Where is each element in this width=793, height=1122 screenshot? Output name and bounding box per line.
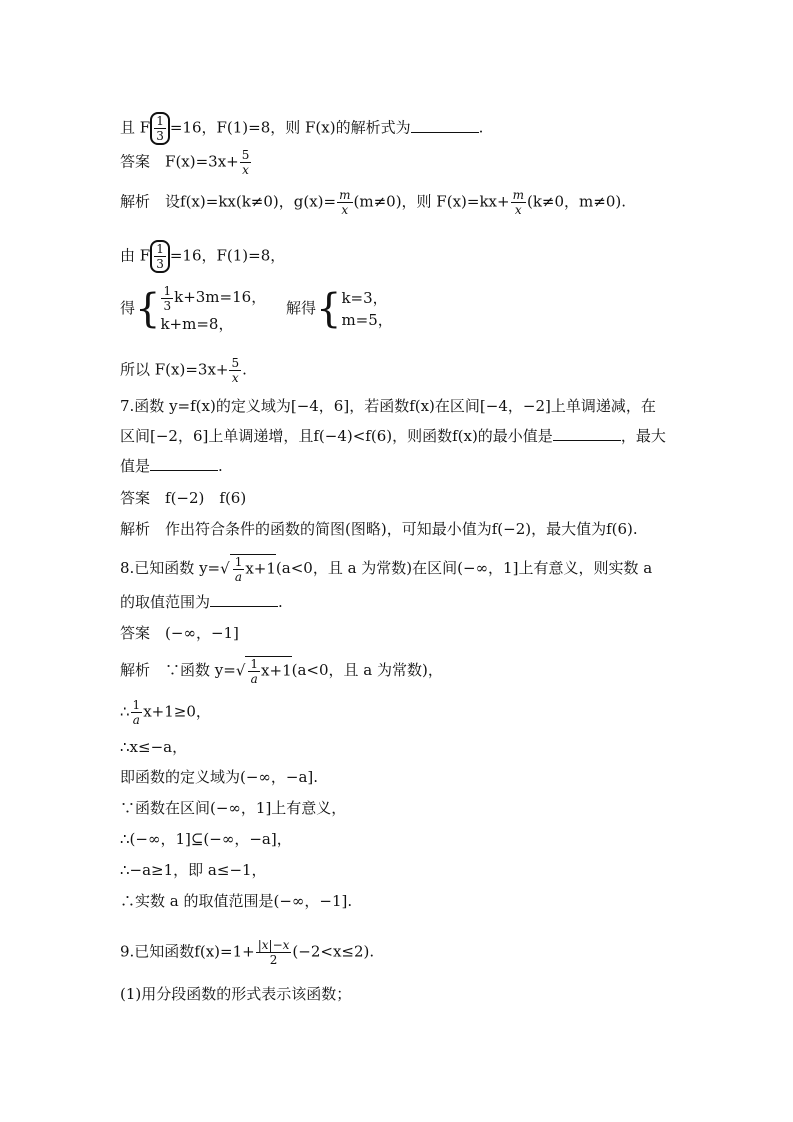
question-9-part1: (1)用分段函数的形式表示该函数； (120, 985, 352, 1003)
solution-6-step: 由 F $\frac{1}{3}$ =16，F(1)=8， (120, 242, 286, 271)
answer-7: 答案 f(−2) f(6) (120, 489, 247, 507)
solution-8-step1: ∴ $\frac{1}{a}$ x+1≥0， (120, 698, 211, 727)
equation-system: 得{ $\frac{1}{3}$ k+3m=16， k+m=8， 解得{k=3， m=5， (120, 283, 393, 333)
solution-8-step3: 即函数的定义域为(−∞，−a]. (120, 768, 319, 786)
answer-8: 答案 (−∞，−1] (120, 624, 239, 642)
bracket-fraction: $\frac{1}{3}$ (150, 112, 170, 145)
solution-8-step5: ∴(−∞，1]⊆(−∞，−a]， (120, 830, 292, 848)
solution-8-step6: ∴−a≥1，即 a≤−1， (120, 861, 267, 879)
question-7-line1: 7.函数 y=f(x)的定义域为[−4，6]，若函数f(x)在区间[−4，−2]上单调递减，在 (120, 397, 656, 415)
solution-6: 解析 设f(x)=kx(k≠0)，g(x)= $\frac{m}{x}$ (m≠0)，则 F(x)=kx+ $\frac{m}{x}$ (k≠0，m≠0). (120, 188, 626, 217)
answer-6: 答案 F(x)=3x+ $\frac{5}{x}$ (120, 148, 250, 177)
answer-blank (411, 118, 479, 133)
question-9: 9.已知函数f(x)=1+ $\frac{|x|-x}{2}$ (−2<x≤2). (120, 938, 375, 967)
solution-7: 解析 作出符合条件的函数的简图(图略)，可知最小值为f(−2)，最大值为f(6). (120, 520, 638, 538)
solution-8-step4: ∵函数在区间(−∞，1]上有意义， (120, 799, 347, 817)
question-6-tail: 且 F $\frac{1}{3}$ =16，F(1)=8，则 F(x)的解析式为 . (120, 114, 484, 143)
solution-8-step7: ∴实数 a 的取值范围是(−∞，−1]. (120, 892, 353, 910)
solution-8-step2: ∴x≤−a， (120, 738, 188, 756)
question-8-line1: 8.已知函数 y=√ $\frac{1}{a}$ x+1(a<0，且 a 为常数)在区间(−∞，1]上有意义，则实数 a (120, 555, 653, 584)
solution-8: 解析 ∵函数 y=√ $\frac{1}{a}$ x+1(a<0，且 a 为常数)， (120, 657, 443, 686)
question-7-line2: 区间[−2，6]上单调递增，且f(−4)<f(6)，则函数f(x)的最小值是 ，最大 (120, 427, 666, 445)
question-7-line3: 值是 . (120, 457, 223, 475)
question-8-line2: 的取值范围为 . (120, 593, 283, 611)
solution-6-result: 所以 F(x)=3x+ $\frac{5}{x}$ . (120, 356, 247, 385)
